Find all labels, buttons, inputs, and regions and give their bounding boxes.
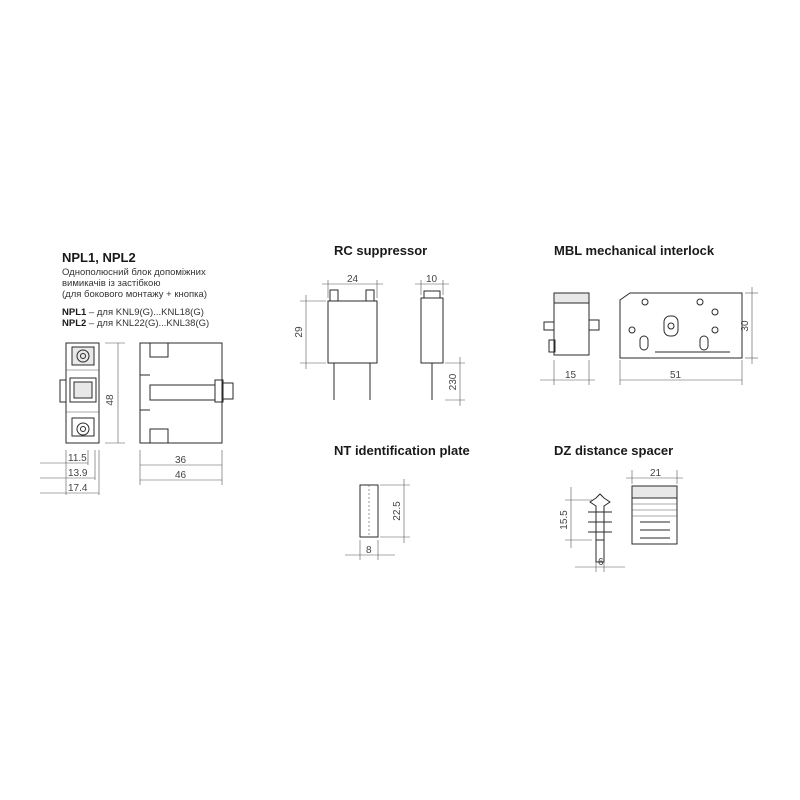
variant-text: – для KNL22(G)...KNL38(G) [86, 318, 210, 329]
mbl-dim-length: 51 [670, 370, 682, 381]
variant-code: NPL2 [62, 318, 87, 329]
npl-dim-w3: 17.4 [68, 483, 88, 494]
mbl-dim-height: 30 [740, 320, 751, 332]
rc-dim-height: 29 [294, 326, 305, 338]
dz-dim-lines [565, 470, 683, 572]
dz-side-view [588, 494, 612, 562]
nt-title: NT identification plate [334, 443, 470, 458]
npl-dim-w2: 13.9 [68, 468, 88, 479]
mbl-title: MBL mechanical interlock [554, 243, 715, 258]
variant-text: – для KNL9(G)...KNL18(G) [86, 307, 204, 318]
rc-dim-width: 24 [347, 274, 359, 285]
npl-dim-w1: 11.5 [68, 453, 87, 464]
dz-dim-top: 21 [650, 468, 662, 479]
dz-dim-width: 6 [598, 557, 604, 568]
rc-dim-lead: 230 [448, 373, 459, 391]
npl-dim-d1: 36 [175, 455, 187, 466]
rc-side-view [421, 291, 443, 400]
npl-side-view [140, 343, 233, 443]
npl-dim-height: 48 [105, 394, 116, 406]
npl-title: NPL1, NPL2 [62, 250, 136, 265]
rc-title: RC suppressor [334, 243, 428, 258]
nt-plate-view [360, 485, 378, 537]
npl-front-view [60, 343, 99, 443]
npl-dim-d2: 46 [175, 470, 187, 481]
dz-top-view [632, 486, 677, 544]
rc-front-view [328, 290, 377, 400]
nt-dim-width: 8 [366, 545, 372, 556]
rc-dim-lines [300, 280, 465, 406]
dz-dim-height: 15.5 [559, 510, 570, 530]
npl-desc-line: (для бокового монтажу + кнопка) [62, 289, 207, 300]
mbl-dim-side: 15 [565, 370, 577, 381]
npl-desc-line: вимикачів із застібкою [62, 278, 161, 289]
dz-title: DZ distance spacer [554, 443, 674, 458]
npl-desc-line: Однополюсний блок допоміжних [62, 267, 206, 278]
rc-dim-side: 10 [426, 274, 438, 285]
nt-dim-height: 22.5 [392, 501, 403, 521]
mbl-side-view [544, 293, 599, 355]
mbl-front-view [620, 293, 742, 358]
variant-code: NPL1 [62, 307, 87, 318]
